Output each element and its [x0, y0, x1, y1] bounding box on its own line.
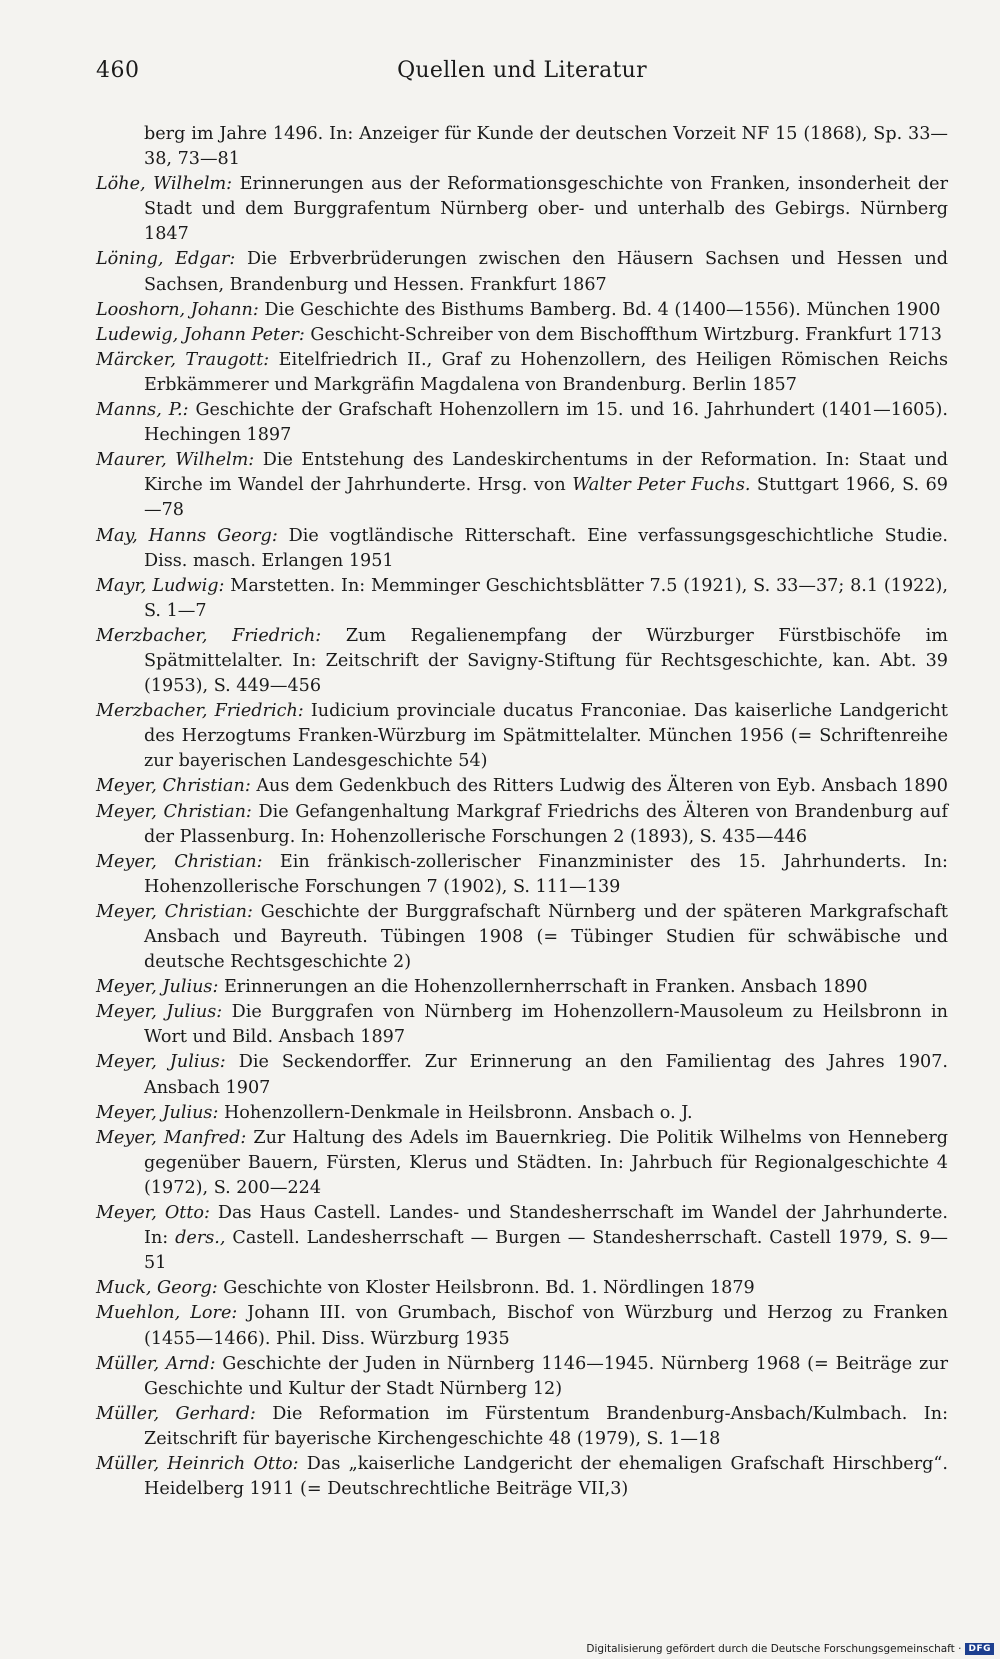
entry-editor: Walter Peter Fuchs.	[572, 475, 751, 496]
entry-author: Looshorn, Johann:	[96, 299, 259, 320]
entry-editor: ders.,	[175, 1228, 226, 1249]
digitization-footer	[586, 1643, 994, 1655]
entry-author: Müller, Gerhard:	[96, 1403, 256, 1424]
page-header	[96, 58, 948, 92]
entry-text: Die Erbverbrüderungen zwischen den Häusern Sachsen und Hessen und Sachsen, Brandenburg und Hessen. Frankfurt 1867	[144, 249, 948, 295]
running-head: Quellen und Literatur	[397, 58, 647, 83]
bibliography-entry	[96, 800, 948, 850]
bibliography-entry	[96, 574, 948, 624]
bibliography-entry	[96, 172, 948, 247]
entry-text: Zum Regalienempfang der Würzburger Fürstbischöfe im Spätmittelalter. In: Zeitschrift der Savigny-Stiftung für Rechtsgeschichte, kan. Abt. 39 (1953), S. 449—456	[144, 625, 948, 697]
entry-text: Eitelfriedrich II., Graf zu Hohenzollern, des Heiligen Römischen Reichs Erbkämmerer und Markgräfin Magdalena von Brandenburg. Berlin 1857	[144, 349, 948, 395]
entry-author: Mayr, Ludwig:	[96, 575, 225, 596]
entry-author: Muehlon, Lore:	[96, 1303, 238, 1324]
entry-text: berg im Jahre 1496. In: Anzeiger für Kunde der deutschen Vorzeit NF 15 (1868), Sp. 33—38, 73—81	[144, 124, 948, 170]
footer-credit: Digitalisierung gefördert durch die Deutsche Forschungsgemeinschaft ·	[586, 1643, 962, 1655]
entry-author: Müller, Arnd:	[96, 1353, 216, 1374]
entry-text: Hohenzollern-Denkmale in Heilsbronn. Ansbach o. J.	[218, 1102, 693, 1123]
entry-text: Geschicht-Schreiber von dem Bischoffthum Wirtzburg. Frankfurt 1713	[304, 324, 942, 345]
bibliography-list	[96, 122, 948, 1502]
entry-author: Merzbacher, Friedrich:	[96, 701, 304, 722]
entry-text: Geschichte der Burggrafschaft Nürnberg und der späteren Markgrafschaft Ansbach und Bayreuth. Tübingen 1908 (= Tübinger Studien für schwäbische und deutsche Rechtsgeschichte 2)	[144, 901, 948, 973]
entry-author: Meyer, Julius:	[96, 977, 219, 998]
bibliography-entry	[96, 298, 948, 323]
entry-text: Zur Haltung des Adels im Bauernkrieg. Die Politik Wilhelms von Henneberg gegenüber Bauern, Fürsten, Klerus und Städten. In: Jahrbuch für Regionalgeschichte 4 (1972), S. 200—224	[144, 1127, 948, 1198]
entry-author: Meyer, Julius:	[96, 1052, 226, 1073]
entry-text: Geschichte von Kloster Heilsbronn. Bd. 1. Nördlingen 1879	[217, 1278, 755, 1299]
bibliography-entry	[96, 323, 948, 348]
entry-text: Ein fränkisch-zollerischer Finanzminister des 15. Jahrhunderts. In: Hohenzollerische Forschungen 7 (1902), S. 111—139	[144, 851, 948, 897]
entry-author: Müller, Heinrich Otto:	[96, 1453, 299, 1474]
entry-text: Marstetten. In: Memminger Geschichtsblätter 7.5 (1921), S. 33—37; 8.1 (1922), S. 1—7	[144, 575, 948, 621]
entry-text: Iudicium provinciale ducatus Franconiae. Das kaiserliche Landgericht des Herzogtums Franken-Würzburg im Spätmittelalter. München 1956 (= Schriftenreihe zur bayerischen Landesgeschichte 54)	[144, 701, 949, 772]
entry-text: Die Burggrafen von Nürnberg im Hohenzollern-Mausoleum zu Heilsbronn in Wort und Bild. Ansbach 1897	[144, 1002, 948, 1048]
entry-text: Die Seckendorffer. Zur Erinnerung an den Familientag des Jahres 1907. Ansbach 1907	[144, 1052, 949, 1098]
entry-author: Meyer, Christian:	[96, 776, 251, 797]
bibliography-entry	[96, 1050, 948, 1100]
entry-text: Die vogtländische Ritterschaft. Eine verfassungsgeschichtliche Studie. Diss. masch. Erlangen 1951	[144, 525, 948, 571]
entry-text: Das „kaiserliche Landgericht der ehemaligen Grafschaft Hirschberg“. Heidelberg 1911 (= Deutschrechtliche Beiträge VII,3)	[144, 1453, 948, 1500]
entry-text: Aus dem Gedenkbuch des Ritters Ludwig des Älteren von Eyb. Ansbach 1890	[250, 776, 948, 797]
entry-text: Johann III. von Grumbach, Bischof von Würzburg und Herzog zu Franken (1455—1466). Phil. Diss. Würzburg 1935	[144, 1303, 948, 1349]
entry-author: Meyer, Julius:	[96, 1002, 223, 1023]
bibliography-entry	[96, 1126, 948, 1201]
bibliography-entry	[96, 900, 948, 975]
entry-author: Muck, Georg:	[96, 1278, 218, 1299]
bibliography-entry	[96, 624, 948, 699]
entry-author: Ludewig, Johann Peter:	[96, 324, 305, 345]
entry-author: May, Hanns Georg:	[96, 525, 278, 546]
bibliography-entry	[96, 1301, 948, 1351]
entry-text: Erinnerungen an die Hohenzollernherrschaft in Franken. Ansbach 1890	[218, 977, 868, 998]
entry-author: Meyer, Manfred:	[96, 1127, 247, 1148]
entry-author: Löhe, Wilhelm:	[96, 174, 233, 195]
page-number: 460	[96, 58, 140, 83]
bibliography-entry	[96, 1276, 948, 1301]
entry-author: Meyer, Julius:	[96, 1102, 219, 1123]
entry-text-end: Castell. Landesherrschaft — Burgen — Standesherrschaft. Castell 1979, S. 9—51	[144, 1228, 948, 1274]
bibliography-entry	[96, 1201, 948, 1276]
entry-author: Maurer, Wilhelm:	[96, 450, 255, 471]
entry-text: Erinnerungen aus der Reformationsgeschichte von Franken, insonderheit der Stadt und dem Burggrafentum Nürnberg ober- und unterhalb des Gebirgs. Nürnberg 1847	[144, 174, 949, 245]
bibliography-entry	[96, 1352, 948, 1402]
bibliography-entry	[96, 247, 948, 297]
bibliography-entry	[96, 524, 948, 574]
bibliography-entry	[96, 348, 948, 398]
entry-author: Meyer, Christian:	[96, 901, 253, 922]
entry-text: Geschichte der Juden in Nürnberg 1146—1945. Nürnberg 1968 (= Beiträge zur Geschichte und Kultur der Stadt Nürnberg 12)	[144, 1353, 948, 1399]
bibliography-entry	[96, 699, 948, 774]
entry-text: Die Entstehung des Landeskirchentums in der Reformation. In: Staat und Kirche im Wandel der Jahrhunderte. Hrsg. von	[144, 450, 949, 496]
entry-author: Meyer, Christian:	[96, 851, 263, 872]
entry-text: Die Geschichte des Bisthums Bamberg. Bd. 4 (1400—1556). München 1900	[258, 299, 941, 320]
entry-author: Meyer, Christian:	[96, 801, 252, 822]
bibliography-entry	[96, 975, 948, 1000]
entry-author: Merzbacher, Friedrich:	[96, 625, 322, 646]
bibliography-entry	[96, 774, 948, 799]
bibliography-entry	[96, 1000, 948, 1050]
dfg-logo: DFG	[965, 1643, 994, 1655]
entry-author: Märcker, Traugott:	[96, 349, 270, 370]
bibliography-entry	[96, 448, 948, 523]
bibliography-entry	[96, 1101, 948, 1126]
bibliography-entry	[96, 1402, 948, 1452]
entry-author: Löning, Edgar:	[96, 249, 236, 270]
bibliography-entry	[96, 850, 948, 900]
entry-text: Geschichte der Grafschaft Hohenzollern im 15. und 16. Jahrhundert (1401—1605). Hechingen 1897	[144, 400, 948, 446]
bibliography-entry	[96, 122, 948, 172]
bibliography-entry	[96, 398, 948, 448]
entry-author: Meyer, Otto:	[96, 1203, 210, 1224]
entry-text-end: Stuttgart 1966, S. 69—78	[144, 475, 948, 521]
entry-author: Manns, P.:	[96, 400, 189, 421]
bibliography-entry	[96, 1452, 948, 1502]
entry-text: Das Haus Castell. Landes- und Standesherrschaft im Wandel der Jahrhunderte. In:	[144, 1203, 948, 1249]
entry-text: Die Reformation im Fürstentum Brandenburg-Ansbach/Kulmbach. In: Zeitschrift für bayerische Kirchengeschichte 48 (1979), S. 1—18	[144, 1403, 948, 1449]
entry-text: Die Gefangenhaltung Markgraf Friedrichs des Älteren von Brandenburg auf der Plassenburg. In: Hohenzollerische Forschungen 2 (1893), S. 435—446	[144, 801, 948, 847]
